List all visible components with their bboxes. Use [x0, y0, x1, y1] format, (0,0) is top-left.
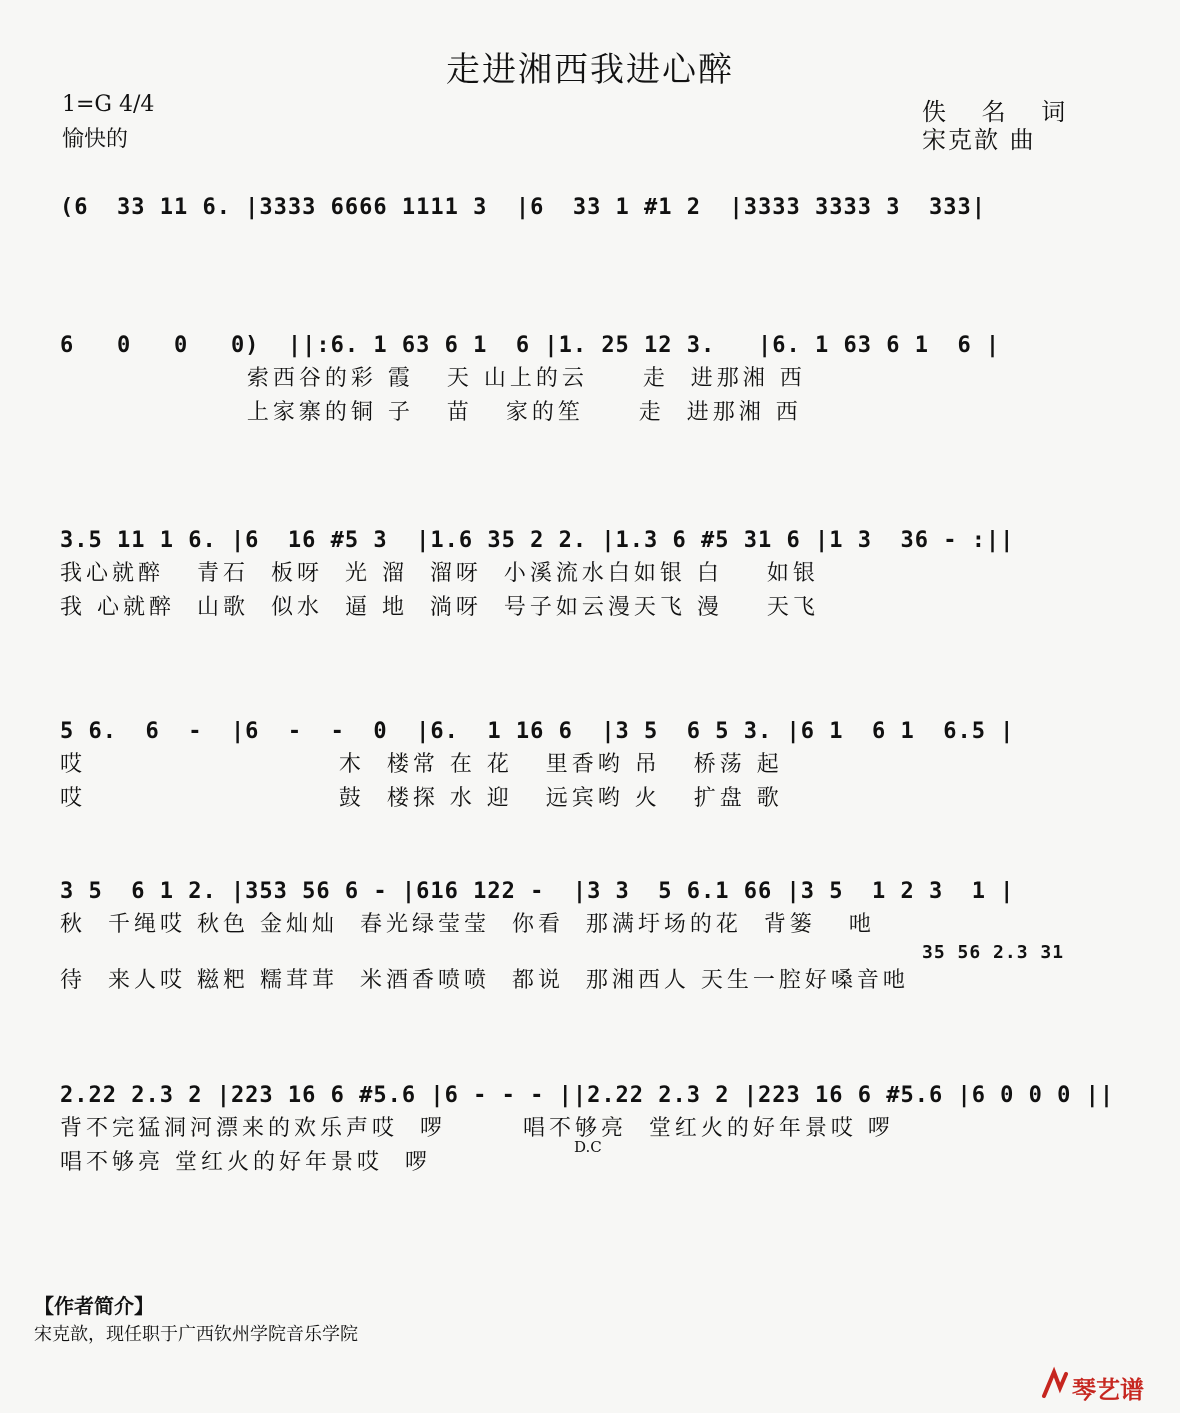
stave-5: [60, 876, 1145, 998]
lyric-verse-2: 待 来人哎 糍粑 糯茸茸 米酒香喷喷 都说 那湘西人 天生一腔好嗓音吔: [60, 968, 909, 993]
notation-line: 5 6. 6 - |6 - - 0 |6. 1 16 6 |3 5 6 5 3. |6 1 6 1 6.5 |: [60, 719, 1015, 744]
alternate-notation: 35 56 2.3 31: [922, 942, 1065, 963]
watermark-text: 琴艺谱: [1072, 1376, 1144, 1404]
lyric-verse-1: 背不完猛洞河漂来的欢乐声哎 啰 唱不够亮 堂红火的好年景哎 啰: [60, 1116, 894, 1141]
key-signature: 1=G 4/4: [62, 92, 155, 117]
notation-line: 3 5 6 1 2. |353 56 6 - |616 122 - |3 3 5 6.1 66 |3 5 1 2 3 1 |: [60, 879, 1015, 904]
stave-6: [60, 1080, 1145, 1180]
stave-4: [60, 716, 1145, 816]
author-heading: 【作者简介】: [34, 1294, 154, 1318]
lyric-verse-2: 哎 鼓 楼探 水 迎 远宾哟 火 扩盘 歌: [60, 786, 783, 811]
tempo-marking: 愉快的: [62, 127, 129, 152]
notation-line: 3.5 11 1 6. |6 16 #5 3 |1.6 35 2 2. |1.3 6 #5 31 6 |1 3 36 - :||: [60, 528, 1015, 553]
stave-2: [60, 330, 1145, 430]
stave-3: [60, 525, 1145, 625]
notation-line: (6 33 11 6. |3333 6666 1111 3 |6 33 1 #1 2 |3333 3333 3 333|: [60, 195, 986, 220]
lyric-verse-1: 索西谷的彩 霞 天 山上的云 走 进那湘 西: [60, 366, 806, 391]
lyric-verse-1: 我心就醉 青石 板呀 光 溜 溜呀 小溪流水白如银 白 如银: [60, 561, 819, 586]
da-capo-mark: D.C: [574, 1138, 602, 1156]
lyric-verse-1: 哎 木 楼常 在 花 里香哟 吊 桥荡 起: [60, 752, 783, 777]
stave-1: [60, 192, 1145, 224]
author-bio: 宋克歆，现任职于广西钦州学院音乐学院: [34, 1324, 358, 1345]
notation-line: 2.22 2.3 2 |223 16 6 #5.6 |6 - - - ||2.22 2.3 2 |223 16 6 #5.6 |6 0 0 0 ||: [60, 1083, 1115, 1108]
song-title: 走进湘西我进心醉: [446, 50, 734, 90]
notation-line: 6 0 0 0) ||:6. 1 63 6 1 6 |1. 25 12 3. |6. 1 63 6 1 6 |: [60, 333, 1001, 358]
lyric-verse-2: 我 心就醉 山歌 似水 逼 地 淌呀 号子如云漫天飞 漫 天飞: [60, 595, 819, 620]
composer-credit: 宋克歆 曲: [922, 126, 1036, 154]
lyric-verse-2: 上家寨的铜 子 苗 家的笙 走 进那湘 西: [60, 400, 802, 425]
lyric-verse-2: 唱不够亮 堂红火的好年景哎 啰: [60, 1150, 431, 1175]
lyricist-credit: 佚 名 词: [922, 98, 1080, 126]
lyric-verse-1: 秋 千绳哎 秋色 金灿灿 春光绿莹莹 你看 那满圩场的花 背篓 吔: [60, 912, 875, 937]
